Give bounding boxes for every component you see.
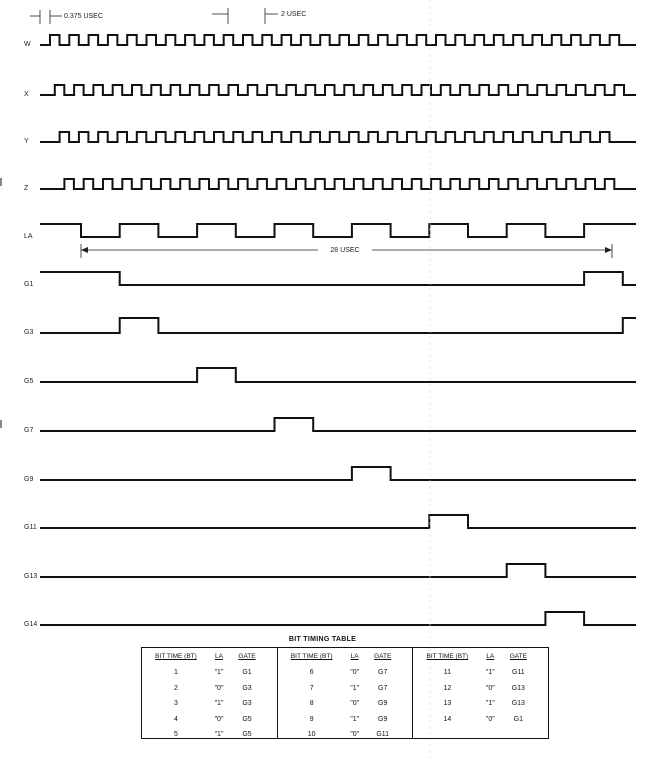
- waveform-g1: [40, 272, 636, 285]
- cell-la: "1": [485, 700, 495, 707]
- waveform-g3: [40, 318, 636, 333]
- waveform-g9: [40, 467, 636, 480]
- header-la: LA: [215, 653, 223, 660]
- cell-bit-time: 12: [443, 684, 452, 692]
- signal-label-g7: G7: [24, 427, 34, 434]
- cell-gate: G13: [511, 684, 525, 692]
- signal-label-g11: G11: [24, 524, 37, 531]
- table-row: [417, 665, 544, 681]
- header-bit-time: BIT TIME (BT): [426, 653, 469, 660]
- cell-bit-time: 14: [443, 715, 452, 723]
- cell-gate: G5: [242, 731, 252, 738]
- waveform-y: [40, 132, 636, 142]
- signal-label-la: LA: [24, 233, 33, 240]
- signal-label-y: Y: [24, 138, 29, 145]
- cell-gate: G3: [242, 700, 252, 707]
- cell-gate: G7: [378, 669, 388, 676]
- signal-label-g5: G5: [24, 378, 34, 385]
- signal-label-g13: G13: [24, 573, 38, 580]
- header-gate: GATE: [374, 653, 392, 660]
- bit-timing-table: [141, 647, 549, 739]
- pulse-label: 2 USEC: [281, 11, 307, 18]
- table-row: [282, 681, 409, 697]
- waveform-g5: [40, 368, 636, 382]
- cell-la: "0": [214, 684, 224, 692]
- table-header-row: [417, 651, 544, 665]
- cell-bit-time: 6: [309, 669, 314, 676]
- cell-bit-time: 8: [309, 700, 314, 707]
- header-gate: GATE: [509, 653, 527, 660]
- table-header-row: [282, 651, 409, 665]
- cell-bit-time: 2: [174, 684, 178, 692]
- cell-gate: G5: [242, 715, 252, 723]
- signal-label-g1: G1: [24, 281, 34, 288]
- waveform-g13: [40, 564, 636, 577]
- cell-bit-time: 5: [174, 731, 178, 738]
- waveform-x: [40, 85, 636, 95]
- table-row: [146, 665, 273, 681]
- header-la: LA: [486, 653, 495, 660]
- cell-gate: G9: [378, 715, 388, 723]
- header-bit-time: BIT TIME (BT): [290, 653, 333, 660]
- cell-la: "0": [350, 669, 360, 676]
- table-row: [146, 727, 273, 743]
- table-header-row: [146, 651, 273, 665]
- table-row: [417, 696, 544, 712]
- cell-la: "1": [214, 669, 224, 676]
- signal-label-g9: G9: [24, 476, 34, 483]
- cell-gate: G11: [376, 731, 390, 738]
- table-row: [146, 696, 273, 712]
- cell-bit-time: 11: [443, 669, 451, 676]
- waveform-g11: [40, 515, 636, 528]
- waveform-g7: [40, 418, 636, 431]
- cell-la: "0": [485, 684, 495, 692]
- cell-la: "1": [214, 700, 224, 707]
- header-gate: GATE: [238, 653, 256, 660]
- signal-label-g3: G3: [24, 329, 34, 336]
- table-group-2: [277, 648, 413, 738]
- waveform-g14: [40, 612, 636, 625]
- cell-gate: G1: [513, 715, 524, 723]
- table-group-3: [412, 648, 548, 738]
- cell-gate: G9: [378, 700, 388, 707]
- table-row: [146, 712, 273, 728]
- table-row: [282, 727, 409, 743]
- table-row: [282, 665, 409, 681]
- bit-timing-table-title: BIT TIMING TABLE: [288, 636, 357, 643]
- cell-la: "1": [214, 731, 224, 738]
- period-label: 0.375 USEC: [64, 13, 103, 20]
- signal-label-z: Z: [24, 185, 29, 192]
- cell-bit-time: 13: [443, 700, 452, 707]
- waveform-w: [40, 35, 636, 45]
- cell-bit-time: 10: [307, 731, 316, 738]
- cell-gate: G3: [242, 684, 252, 692]
- waveform-la: [40, 224, 636, 237]
- table-row: [417, 681, 544, 697]
- span-label: 28 USEC: [330, 247, 360, 254]
- cell-bit-time: 9: [309, 715, 314, 723]
- scan-edge-mark: [0, 420, 2, 428]
- scan-edge-mark: [0, 178, 2, 186]
- header-la: LA: [350, 653, 359, 660]
- signal-label-w: W: [24, 41, 31, 48]
- cell-gate: G11: [511, 669, 525, 676]
- table-group-1: [142, 648, 277, 738]
- cell-bit-time: 4: [174, 715, 178, 723]
- signal-label-g14: G14: [24, 621, 38, 628]
- cell-bit-time: 1: [174, 669, 178, 676]
- cell-la: "1": [350, 715, 360, 723]
- cell-bit-time: 7: [309, 684, 314, 692]
- cell-la: "0": [485, 715, 495, 723]
- cell-gate: G13: [511, 700, 525, 707]
- cell-la: "0": [350, 731, 360, 738]
- header-bit-time: BIT TIME (BT): [155, 653, 197, 660]
- cell-la: "1": [350, 684, 360, 692]
- span-arrowhead-right: [605, 247, 612, 253]
- table-row: [146, 681, 273, 697]
- cell-bit-time: 3: [174, 700, 178, 707]
- table-row: [282, 712, 409, 728]
- cell-la: "0": [350, 700, 360, 707]
- cell-gate: G1: [242, 669, 252, 676]
- table-row: [282, 696, 409, 712]
- cell-la: "0": [214, 715, 224, 723]
- waveform-z: [40, 179, 636, 189]
- cell-gate: G7: [378, 684, 388, 692]
- signal-label-x: X: [24, 91, 29, 98]
- table-row: [417, 712, 544, 728]
- cell-la: "1": [485, 669, 495, 676]
- span-arrowhead-left: [81, 247, 88, 253]
